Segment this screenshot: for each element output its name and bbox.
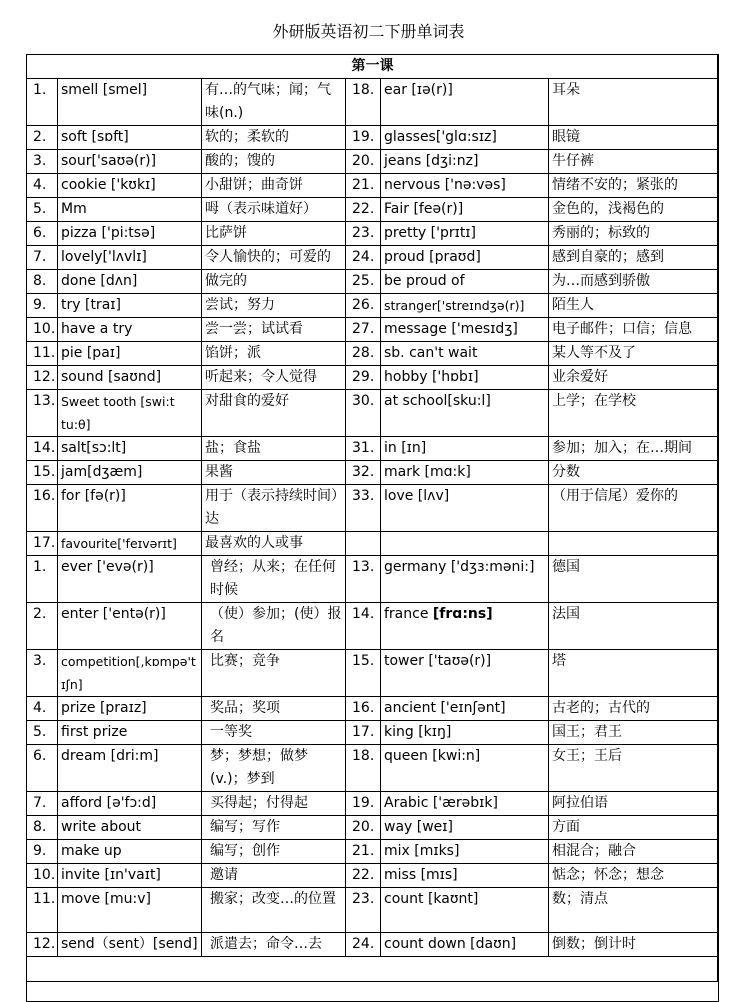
table-row (27, 318, 719, 342)
chinese-meaning: 盐；食盐 (202, 437, 346, 461)
table-row (27, 532, 719, 556)
entry-number: 2. (27, 603, 58, 650)
table-row (27, 461, 719, 485)
english-word: competition[,kɒmpə'tɪʃn] (58, 650, 202, 697)
english-word: way [weɪ] (381, 816, 549, 840)
entry-number: 15. (346, 650, 381, 697)
chinese-meaning: 眼镜 (549, 126, 719, 150)
entry-number: 6. (27, 745, 58, 792)
entry-number: 14. (27, 437, 58, 461)
entry-number: 10. (27, 318, 58, 342)
english-word: love [lʌv] (381, 485, 549, 532)
english-word: message ['mesɪdʒ] (381, 318, 549, 342)
entry-number: 22. (346, 864, 381, 888)
table-row (27, 556, 719, 603)
english-word: be proud of (381, 270, 549, 294)
english-word: have a try (58, 318, 202, 342)
chinese-meaning: 德国 (549, 556, 719, 603)
entry-number: 21. (346, 174, 381, 198)
english-word: germany ['dʒɜ:məni:] (381, 556, 549, 603)
english-word: sound [saʊnd] (58, 366, 202, 390)
chinese-meaning: 小甜饼；曲奇饼 (202, 174, 346, 198)
entry-number: 3. (27, 650, 58, 697)
chinese-meaning: 酸的；馊的 (202, 150, 346, 174)
entry-number: 20. (346, 816, 381, 840)
chinese-meaning: 用于（表示持续时间）达 (202, 485, 346, 532)
word-text: france (384, 606, 433, 622)
entry-number: 16. (27, 485, 58, 532)
table-row (27, 816, 719, 840)
chinese-meaning: 比萨饼 (202, 222, 346, 246)
entry-number: 5. (27, 198, 58, 222)
english-word: mark [mɑ:k] (381, 461, 549, 485)
chinese-meaning: 惦念；怀念；想念 (549, 864, 719, 888)
table-row (27, 840, 719, 864)
english-word: prize [praɪz] (58, 697, 202, 721)
entry-number: 12. (27, 933, 58, 957)
table-row (27, 721, 719, 745)
english-word: pie [paɪ] (58, 342, 202, 366)
english-word: miss [mɪs] (381, 864, 549, 888)
english-word: ancient ['eɪnʃənt] (381, 697, 549, 721)
entry-number: 19. (346, 126, 381, 150)
english-word: Fair [feə(r)] (381, 198, 549, 222)
table-row (27, 294, 719, 318)
english-word: invite [ɪn'vaɪt] (58, 864, 202, 888)
entry-number: 8. (27, 816, 58, 840)
table-row (27, 485, 719, 532)
chinese-meaning: 派遣去；命令…去 (202, 933, 346, 957)
chinese-meaning: 买得起；付得起 (202, 792, 346, 816)
entry-number: 26. (346, 294, 381, 318)
english-word: Sweet tooth [swi:t tu:θ] (58, 390, 202, 437)
entry-number: 12. (27, 366, 58, 390)
chinese-meaning: 国王；君王 (549, 721, 719, 745)
entry-number: 13. (346, 556, 381, 603)
chinese-meaning: 梦；梦想；做梦(v.)；梦到 (202, 745, 346, 792)
english-word: glasses['glɑ:sɪz] (381, 126, 549, 150)
chinese-meaning: 感到自豪的；感到 (549, 246, 719, 270)
english-word: ear [ɪə(r)] (381, 79, 549, 126)
chinese-meaning: 一等奖 (202, 721, 346, 745)
chinese-meaning: 耳朵 (549, 79, 719, 126)
chinese-meaning: 塔 (549, 650, 719, 697)
english-word: make up (58, 840, 202, 864)
english-word: done [dʌn] (58, 270, 202, 294)
english-word: count [kaʊnt] (381, 888, 549, 933)
entry-number: 11. (27, 888, 58, 933)
chinese-meaning: （使）参加；(使）报名 (202, 603, 346, 650)
word-phonetic: [frɑ:ns] (432, 606, 493, 622)
english-word: soft [sɒft] (58, 126, 202, 150)
table-row (27, 150, 719, 174)
english-word: count down [daʊn] (381, 933, 549, 957)
entry-number: 23. (346, 222, 381, 246)
entry-number: 8. (27, 270, 58, 294)
entry-number: 17. (346, 721, 381, 745)
entry-number: 20. (346, 150, 381, 174)
entry-number: 31. (346, 437, 381, 461)
chinese-meaning: 相混合；融合 (549, 840, 719, 864)
table-row (27, 222, 719, 246)
english-word: Arabic ['ærəbɪk] (381, 792, 549, 816)
chinese-meaning: 业余爱好 (549, 366, 719, 390)
entry-number: 7. (27, 246, 58, 270)
table-row (27, 174, 719, 198)
entry-number: 9. (27, 840, 58, 864)
table-row (27, 270, 719, 294)
english-word: stranger['streɪndʒə(r)] (381, 294, 549, 318)
chinese-meaning: 秀丽的；标致的 (549, 222, 719, 246)
table-row (27, 437, 719, 461)
chinese-meaning: 数；清点 (549, 888, 719, 933)
english-word (381, 603, 549, 650)
chinese-meaning: 做完的 (202, 270, 346, 294)
english-word: proud [praʊd] (381, 246, 549, 270)
english-word: salt[sɔ:lt] (58, 437, 202, 461)
entry-number: 19. (346, 792, 381, 816)
table-row (27, 126, 719, 150)
english-word: Mm (58, 198, 202, 222)
chinese-meaning: 陌生人 (549, 294, 719, 318)
chinese-meaning: 女王；王后 (549, 745, 719, 792)
english-word: lovely['lʌvlɪ] (58, 246, 202, 270)
entry-number: 18. (346, 745, 381, 792)
english-word: nervous ['nə:vəs] (381, 174, 549, 198)
chinese-meaning: 呣（表示味道好） (202, 198, 346, 222)
entry-number: 23. (346, 888, 381, 933)
english-word: ever ['evə(r)] (58, 556, 202, 603)
chinese-meaning: 阿拉伯语 (549, 792, 719, 816)
entry-number: 17. (27, 532, 58, 556)
entry-number: 32. (346, 461, 381, 485)
entry-number: 30. (346, 390, 381, 437)
entry-number: 29. (346, 366, 381, 390)
entry-number: 28. (346, 342, 381, 366)
entry-number: 21. (346, 840, 381, 864)
chinese-meaning: 最喜欢的人或事 (202, 532, 346, 556)
chinese-meaning: 法国 (549, 603, 719, 650)
english-word: first prize (58, 721, 202, 745)
chinese-meaning: 金色的，浅褐色的 (549, 198, 719, 222)
entry-number: 14. (346, 603, 381, 650)
chinese-meaning: 尝一尝；试试看 (202, 318, 346, 342)
english-word: write about (58, 816, 202, 840)
english-word: hobby ['hɒbɪ] (381, 366, 549, 390)
entry-number: 16. (346, 697, 381, 721)
english-word: for [fə(r)] (58, 485, 202, 532)
english-word: try [traɪ] (58, 294, 202, 318)
english-word: king [kɪŋ] (381, 721, 549, 745)
table-row (27, 366, 719, 390)
entry-number: 10. (27, 864, 58, 888)
vocabulary-table (26, 54, 719, 1002)
entry-number: 7. (27, 792, 58, 816)
chinese-meaning: 对甜食的爱好 (202, 390, 346, 437)
chinese-meaning: 搬家；改变…的位置 (202, 888, 346, 933)
entry-number: 1. (27, 79, 58, 126)
table-row (27, 697, 719, 721)
english-word: send（sent）[send] (58, 933, 202, 957)
chinese-meaning: 比赛；竞争 (202, 650, 346, 697)
english-word: smell [smel] (58, 79, 202, 126)
chinese-meaning: 参加；加入；在…期间 (549, 437, 719, 461)
table-row (27, 390, 719, 437)
entry-number: 18. (346, 79, 381, 126)
chinese-meaning (549, 532, 719, 556)
entry-number: 1. (27, 556, 58, 603)
table-row (27, 198, 719, 222)
entry-number: 4. (27, 174, 58, 198)
english-word: afford [ə'fɔ:d] (58, 792, 202, 816)
chinese-meaning: 果酱 (202, 461, 346, 485)
english-word: enter ['entə(r)] (58, 603, 202, 650)
entry-number: 2. (27, 126, 58, 150)
english-word: jeans [dʒi:nz] (381, 150, 549, 174)
table-row (27, 745, 719, 792)
entry-number: 27. (346, 318, 381, 342)
table-row (27, 603, 719, 650)
chinese-meaning: 奖品；奖项 (202, 697, 346, 721)
chinese-meaning: 古老的；古代的 (549, 697, 719, 721)
chinese-meaning: 有…的气味；闻；气味(n.) (202, 79, 346, 126)
entry-number: 11. (27, 342, 58, 366)
chinese-meaning: 分数 (549, 461, 719, 485)
chinese-meaning: 邀请 (202, 864, 346, 888)
english-word: sb. can't wait (381, 342, 549, 366)
entry-number: 15. (27, 461, 58, 485)
table-row (27, 888, 719, 933)
entry-number: 5. (27, 721, 58, 745)
chinese-meaning: 令人愉快的；可爱的 (202, 246, 346, 270)
table-row (27, 246, 719, 270)
lesson-header: 第一课 (27, 55, 719, 79)
table-row (27, 864, 719, 888)
chinese-meaning: 馅饼；派 (202, 342, 346, 366)
entry-number: 25. (346, 270, 381, 294)
english-word: dream [dri:m] (58, 745, 202, 792)
chinese-meaning: 为…而感到骄傲 (549, 270, 719, 294)
table-row (27, 792, 719, 816)
empty-cell (27, 957, 719, 1002)
english-word: sour['saʊə(r)] (58, 150, 202, 174)
english-word: favourite['feɪvərɪt] (58, 532, 202, 556)
chinese-meaning: 曾经；从来；在任何时候 (202, 556, 346, 603)
chinese-meaning: 牛仔裤 (549, 150, 719, 174)
english-word: in [ɪn] (381, 437, 549, 461)
chinese-meaning: 编写；写作 (202, 816, 346, 840)
empty-row (27, 957, 719, 1002)
chinese-meaning: 上学；在学校 (549, 390, 719, 437)
chinese-meaning: 倒数；倒计时 (549, 933, 719, 957)
entry-number (346, 532, 381, 556)
english-word: pretty ['prɪtɪ] (381, 222, 549, 246)
entry-number: 13. (27, 390, 58, 437)
table-row (27, 342, 719, 366)
english-word: jam[dʒæm] (58, 461, 202, 485)
english-word: at school[sku:l] (381, 390, 549, 437)
english-word: mix [mɪks] (381, 840, 549, 864)
entry-number: 6. (27, 222, 58, 246)
entry-number: 3. (27, 150, 58, 174)
table-row (27, 933, 719, 957)
entry-number: 22. (346, 198, 381, 222)
chinese-meaning: 编写；创作 (202, 840, 346, 864)
entry-number: 33. (346, 485, 381, 532)
table-row (27, 650, 719, 697)
english-word: pizza ['pi:tsə] (58, 222, 202, 246)
entry-number: 4. (27, 697, 58, 721)
entry-number: 9. (27, 294, 58, 318)
chinese-meaning: 软的；柔软的 (202, 126, 346, 150)
english-word: queen [kwi:n] (381, 745, 549, 792)
chinese-meaning: （用于信尾）爱你的 (549, 485, 719, 532)
table-row (27, 79, 719, 126)
entry-number: 24. (346, 246, 381, 270)
chinese-meaning: 情绪不安的；紧张的 (549, 174, 719, 198)
chinese-meaning: 电子邮件；口信；信息 (549, 318, 719, 342)
english-word: move [mu:v] (58, 888, 202, 933)
chinese-meaning: 方面 (549, 816, 719, 840)
english-word: cookie ['kʊkɪ] (58, 174, 202, 198)
english-word (381, 532, 549, 556)
chinese-meaning: 尝试；努力 (202, 294, 346, 318)
chinese-meaning: 听起来；令人觉得 (202, 366, 346, 390)
entry-number: 24. (346, 933, 381, 957)
english-word: tower ['taʊə(r)] (381, 650, 549, 697)
chinese-meaning: 某人等不及了 (549, 342, 719, 366)
page-title: 外研版英语初二下册单词表 (272, 22, 465, 41)
